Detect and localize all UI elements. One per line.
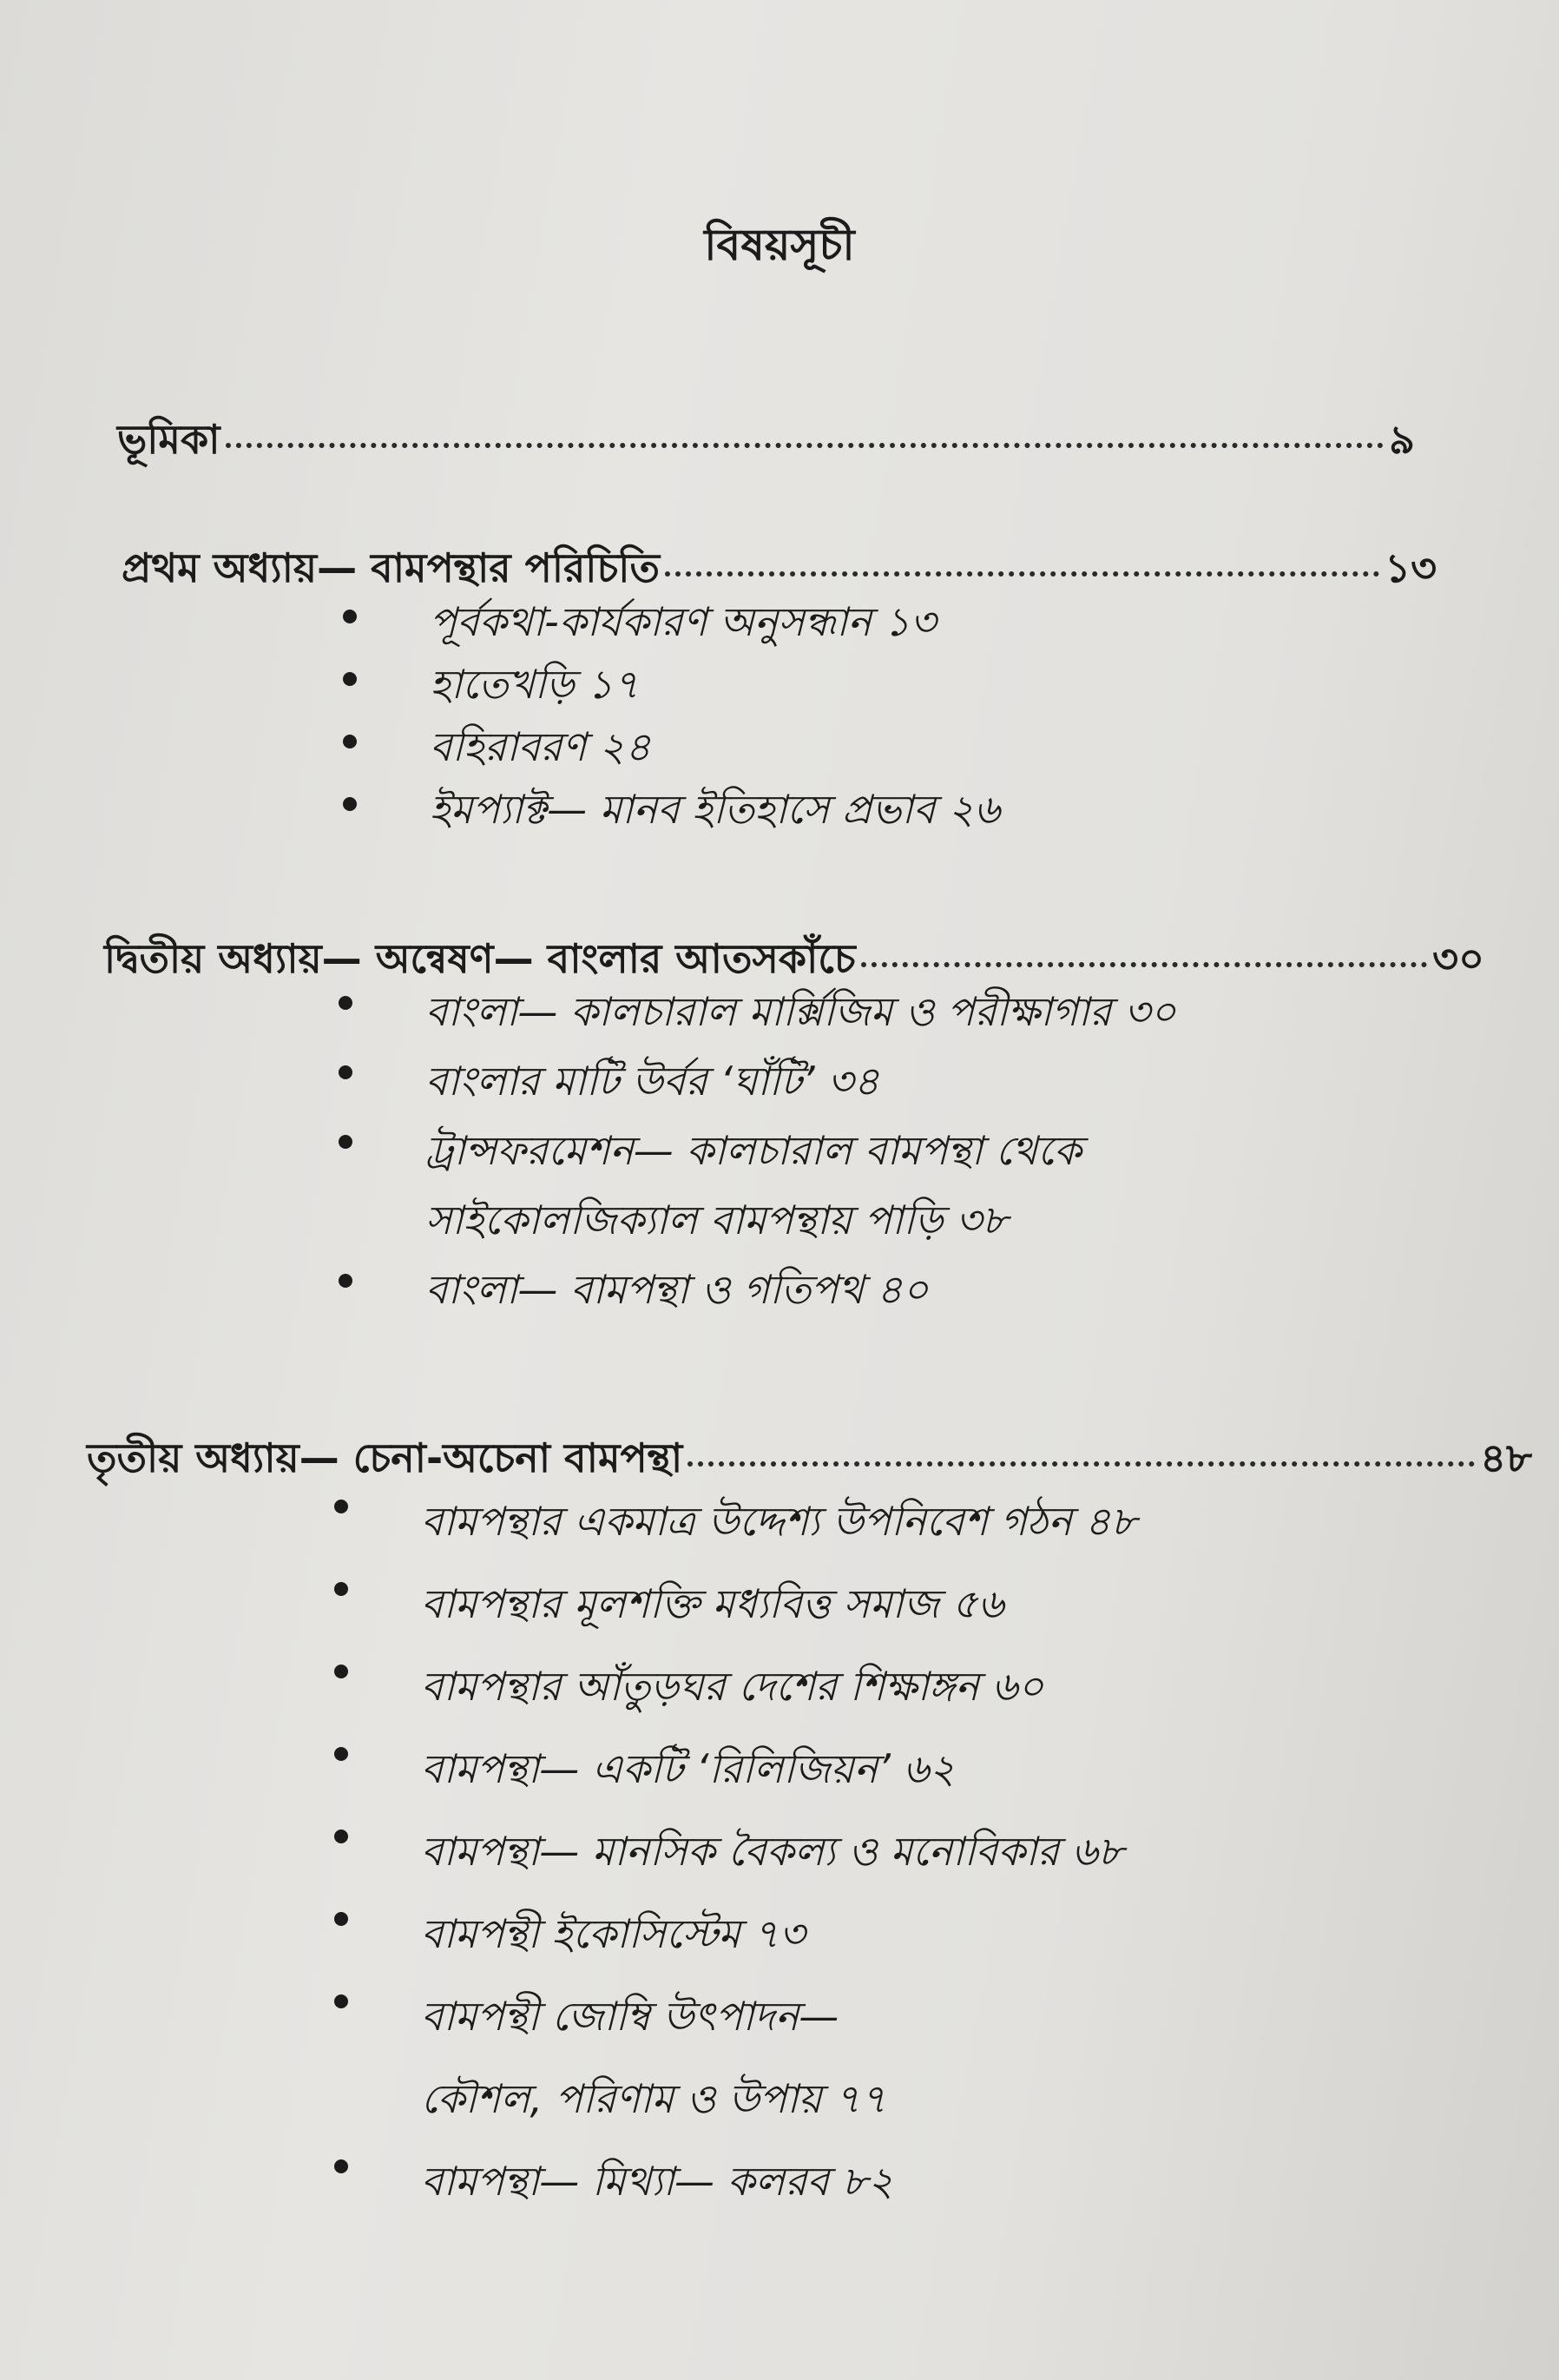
bullet-icon bbox=[334, 1665, 348, 1678]
toc-entry-preface bbox=[117, 410, 1415, 476]
list-item-text: বামপন্থা— একটি ‘রিলিজিয়ন’ ৬২ bbox=[421, 1745, 956, 1792]
page-title: বিষয়সূচী bbox=[704, 220, 855, 270]
list-item bbox=[339, 1046, 1176, 1116]
list-item bbox=[334, 1480, 1136, 1563]
list-item bbox=[339, 1116, 1176, 1255]
list-item-continuation: কৌশল, পরিণাম ও উপায় ৭৭ bbox=[421, 2075, 887, 2122]
page-number: ৪৮ bbox=[1480, 1434, 1532, 1481]
list-item bbox=[343, 653, 1000, 715]
page-number: ১৩ bbox=[1385, 544, 1437, 591]
bullet-icon bbox=[334, 1912, 348, 1926]
chapter-3-topics bbox=[334, 1480, 1136, 2223]
list-item-continuation: সাইকোলজিক্যাল বামপন্থায় পাড়ি ৩৮ bbox=[425, 1197, 1008, 1243]
list-item-text: বাংলা— বামপন্থা ও গতিপথ ৪০ bbox=[425, 1266, 929, 1313]
list-item-text: পূর্বকথা-কার্যকারণ অনুসন্ধান ১৩ bbox=[430, 598, 937, 645]
list-item bbox=[343, 590, 1000, 653]
dot-leader bbox=[665, 571, 1379, 577]
list-item bbox=[343, 715, 1000, 778]
page-number: ৯ bbox=[1389, 416, 1415, 463]
list-item bbox=[334, 1975, 1136, 2140]
bullet-icon bbox=[334, 1994, 348, 2008]
list-item-text: বামপন্থা— মানসিক বৈকল্য ও মনোবিকার ৬৮ bbox=[421, 1828, 1124, 1875]
list-item-text: বামপন্থী ইকোসিস্টেম ৭৩ bbox=[421, 1910, 806, 1957]
bullet-icon bbox=[343, 797, 357, 811]
bullet-icon bbox=[334, 1747, 348, 1761]
bullet-icon bbox=[334, 1500, 348, 1513]
page-number: ৩০ bbox=[1432, 935, 1484, 982]
list-item bbox=[334, 1893, 1136, 1975]
list-item bbox=[334, 1728, 1136, 1810]
bullet-icon bbox=[343, 672, 357, 686]
list-item bbox=[339, 1255, 1176, 1324]
list-item bbox=[343, 778, 1000, 841]
list-item-text: ইমপ্যাক্ট— মানব ইতিহাসে প্রভাব ২৬ bbox=[430, 786, 1000, 833]
toc-entry-label: দ্বিতীয় অধ্যায়— অন্বেষণ— বাংলার আতসকাঁচে bbox=[104, 935, 856, 982]
bullet-icon bbox=[334, 1830, 348, 1843]
list-item-text: বামপন্থী জোম্বি উৎপাদন— bbox=[421, 1993, 839, 2040]
list-item-text: ট্রান্সফরমেশন— কালচারাল বামপন্থা থেকে bbox=[425, 1127, 1082, 1174]
bullet-icon bbox=[339, 1065, 352, 1079]
toc-entry-label: তৃতীয় অধ্যায়— চেনা-অচেনা বামপন্থা bbox=[87, 1434, 683, 1481]
list-item bbox=[334, 1810, 1136, 1893]
bullet-icon bbox=[339, 1135, 352, 1149]
list-item bbox=[334, 2140, 1136, 2223]
dot-leader bbox=[687, 1461, 1475, 1467]
list-item-text: বামপন্থার একমাত্র উদ্দেশ্য উপনিবেশ গঠন ৪৮ bbox=[421, 1498, 1137, 1545]
bullet-icon bbox=[334, 1582, 348, 1596]
chapter-1-topics bbox=[343, 590, 1000, 841]
bullet-icon bbox=[343, 735, 357, 748]
bullet-icon bbox=[334, 2159, 348, 2173]
chapter-2-topics bbox=[339, 977, 1176, 1324]
bullet-icon bbox=[343, 610, 357, 623]
list-item-text: বামপন্থার মূলশক্তি মধ্যবিত্ত সমাজ ৫৬ bbox=[421, 1580, 1004, 1627]
dot-leader bbox=[861, 962, 1427, 967]
list-item-text: বহিরাবরণ ২৪ bbox=[430, 723, 651, 770]
list-item-text: বাংলার মাটি উর্বর ‘ঘাঁটি’ ৩৪ bbox=[425, 1058, 879, 1104]
list-item bbox=[334, 1645, 1136, 1728]
toc-entry-label: ভূমিকা bbox=[117, 416, 220, 463]
toc-entry-label: প্রথম অধ্যায়— বামপন্থার পরিচিতি bbox=[122, 544, 660, 591]
list-item-text: বামপন্থার আঁতুড়ঘর দেশের শিক্ষাঙ্গন ৬০ bbox=[421, 1663, 1044, 1710]
bullet-icon bbox=[339, 1274, 352, 1288]
list-item-text: বামপন্থা— মিথ্যা— কলরব ৮২ bbox=[421, 2158, 894, 2205]
dot-leader bbox=[226, 443, 1385, 448]
list-item-text: হাতেখড়ি ১৭ bbox=[430, 661, 640, 708]
list-item bbox=[339, 977, 1176, 1046]
list-item bbox=[334, 1563, 1136, 1645]
bullet-icon bbox=[339, 996, 352, 1010]
list-item-text: বাংলা— কালচারাল মার্ক্সিজিম ও পরীক্ষাগার ৩০ bbox=[425, 988, 1176, 1035]
